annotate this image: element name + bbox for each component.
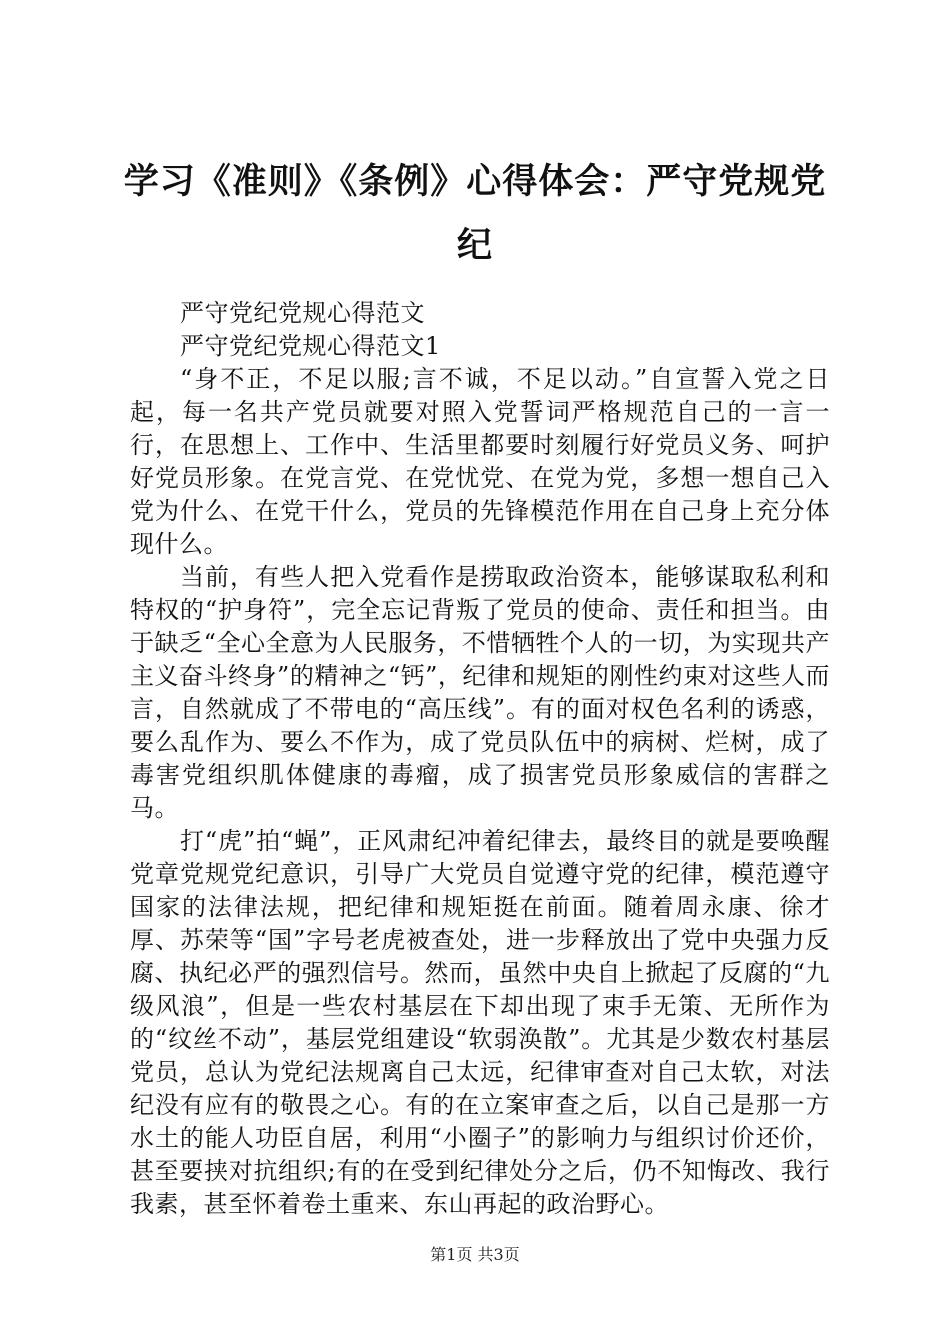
document-title: 学习《准则》《条例》心得体会：严守党规党纪	[123, 162, 827, 266]
paragraph: 打“虎”拍“蝇”，正风肃纪冲着纪律去，最终目的就是要唤醒党章党规党纪意识，引导广大党员自觉遵守党的纪律，模范遵守国家的法律法规，把纪律和规矩挺在前面。随着周永康、徐才厚、苏荣等“国”字号老虎被查处，进一步释放出了党中央强力反腐、执纪必严的强烈信号。然而，虽然中央自上掀起了反腐的“九级风浪”，但是一些农村基层在下却出现了束手无策、无所作为的“纹丝不动”，基层党组建设“软弱涣散”。尤其是少数农村基层党员，总认为党纪法规离自己太远，纪律审查对自己太软，对法纪没有应有的敬畏之心。有的在立案审查之后，以自己是那一方水土的能人功臣自居，利用“小圈子”的影响力与组织讨价还价，甚至要挟对抗组织;有的在受到纪律处分之后，仍不知悔改、我行我素，甚至怀着卷土重来、东山再起的政治野心。	[130, 827, 830, 1218]
subheading: 严守党纪党规心得范文	[180, 299, 425, 327]
subheading: 严守党纪党规心得范文1	[180, 332, 441, 360]
document-body	[130, 297, 830, 1221]
paragraph: “身不正，不足以服;言不诚，不足以动。”自宣誓入党之日起，每一名共产党员就要对照入党誓词严格规范自己的一言一行，在思想上、工作中、生活里都要时刻履行好党员义务、呵护好党员形象。在党言党、在党忧党、在党为党，多想一想自己入党为什么、在党干什么，党员的先锋模范作用在自己身上充分体现什么。	[130, 365, 830, 558]
paragraph: 当前，有些人把入党看作是捞取政治资本，能够谋取私利和特权的“护身符”，完全忘记背叛了党员的使命、责任和担当。由于缺乏“全心全意为人民服务，不惜牺牲个人的一切，为实现共产主义奋斗终身”的精神之“钙”，纪律和规矩的刚性约束对这些人而言，自然就成了不带电的“高压线”。有的面对权色名利的诱惑，要么乱作为、要么不作为，成了党员队伍中的病树、烂树，成了毒害党组织肌体健康的毒瘤，成了损害党员形象威信的害群之马。	[130, 563, 830, 822]
page-footer: 第1页 共3页	[430, 1245, 520, 1264]
